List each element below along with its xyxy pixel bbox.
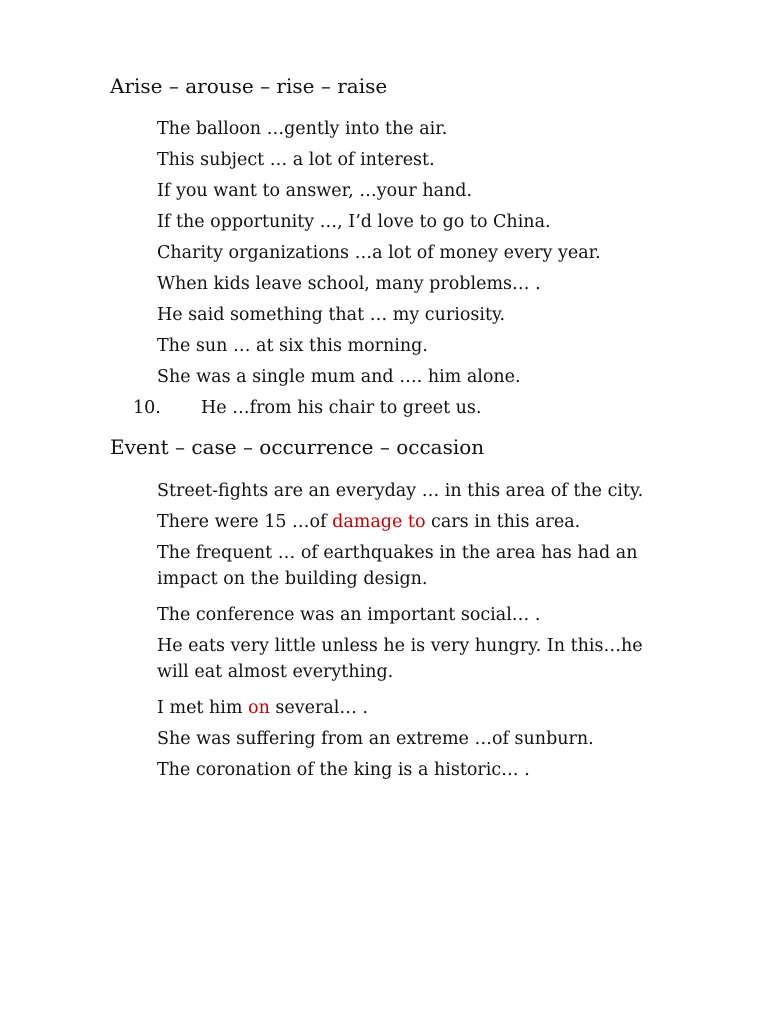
item-sentence bbox=[157, 695, 697, 721]
sentence-segment: Street-fights are an everyday … in this area of the city. bbox=[157, 481, 644, 501]
sentence-segment: If the opportunity …, I’d love to go to China. bbox=[157, 212, 551, 232]
item-sentence bbox=[157, 271, 697, 297]
sentence-segment: He said something that … my curiosity. bbox=[157, 305, 506, 325]
item-sentence bbox=[157, 116, 697, 142]
sentence-segment: If you want to answer, …your hand. bbox=[157, 181, 473, 201]
item-sentence bbox=[157, 364, 697, 390]
item-sentence bbox=[157, 240, 697, 266]
item-number: 10. bbox=[133, 398, 161, 418]
sentence-segment: The conference was an important social… . bbox=[157, 605, 541, 625]
item-sentence bbox=[157, 633, 697, 685]
sentence-segment: Charity organizations …a lot of money every year. bbox=[157, 243, 601, 263]
sentence-continuation: will eat almost everything. bbox=[157, 662, 394, 682]
sentence-segment: The coronation of the king is a historic… . bbox=[157, 760, 530, 780]
item-sentence bbox=[157, 147, 697, 173]
sentence-segment: There were 15 …of bbox=[157, 512, 333, 532]
item-sentence bbox=[157, 757, 697, 783]
sentence-segment: When kids leave school, many problems… . bbox=[157, 274, 541, 294]
item-sentence bbox=[157, 333, 697, 359]
item-sentence bbox=[157, 478, 697, 504]
item-sentence bbox=[157, 209, 697, 235]
sentence-segment: He …from his chair to greet us. bbox=[201, 398, 482, 418]
sentence-segment: I met him bbox=[157, 698, 249, 718]
item-sentence bbox=[157, 602, 697, 628]
sentence-segment: cars in this area. bbox=[425, 512, 581, 532]
section-title-word-group-2: Event – case – occurrence – occasion bbox=[110, 435, 485, 459]
sentence-segment: She was suffering from an extreme …of sunburn. bbox=[157, 729, 594, 749]
highlighted-phrase: on bbox=[248, 698, 270, 718]
sentence-segment: several… . bbox=[269, 698, 369, 718]
item-sentence bbox=[157, 302, 697, 328]
item-sentence bbox=[201, 395, 741, 421]
item-sentence bbox=[157, 726, 697, 752]
sentence-segment: She was a single mum and …. him alone. bbox=[157, 367, 521, 387]
sentence-segment: He eats very little unless he is very hungry. In this…he bbox=[157, 636, 643, 656]
item-sentence bbox=[157, 178, 697, 204]
sentence-segment: This subject … a lot of interest. bbox=[157, 150, 435, 170]
section-title-word-group-1: Arise – arouse – rise – raise bbox=[110, 74, 388, 98]
sentence-continuation: impact on the building design. bbox=[157, 569, 428, 589]
sentence-segment: The balloon …gently into the air. bbox=[157, 119, 448, 139]
sentence-segment: The frequent … of earthquakes in the area has had an bbox=[157, 543, 638, 563]
highlighted-phrase: damage to bbox=[332, 512, 426, 532]
item-sentence bbox=[157, 540, 697, 592]
item-sentence bbox=[157, 509, 697, 535]
sentence-segment: The sun … at six this morning. bbox=[157, 336, 428, 356]
